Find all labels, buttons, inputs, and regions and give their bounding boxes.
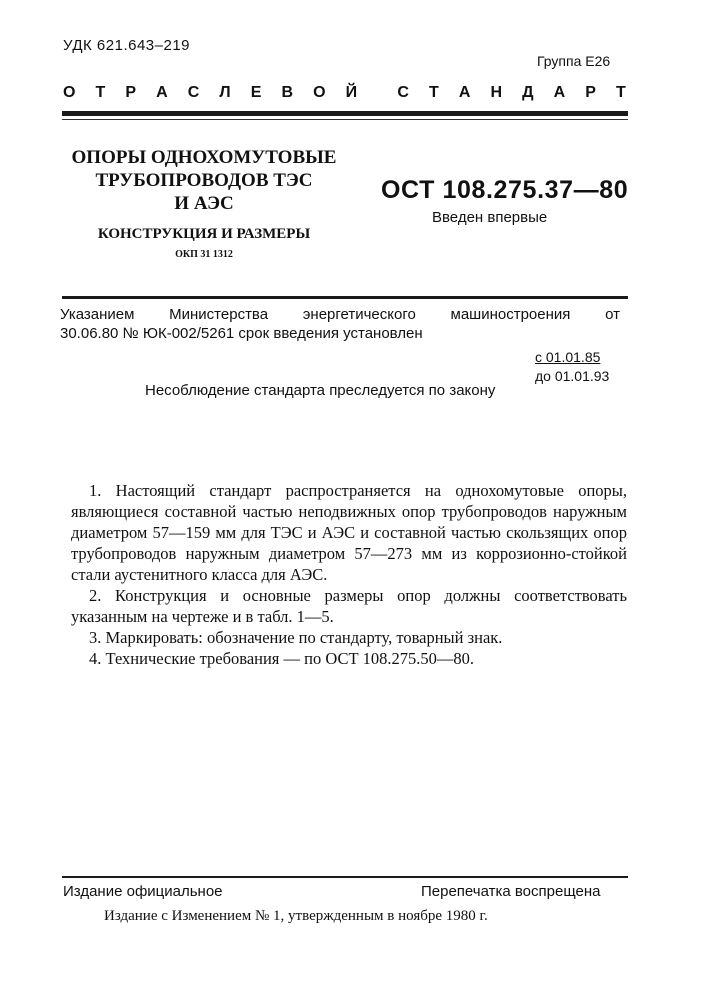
okp-code: ОКП 31 1312 xyxy=(175,249,233,260)
decree-word: Министерства xyxy=(169,306,269,323)
decree-word: энергетического xyxy=(302,306,416,323)
udk-code: УДК 621.643–219 xyxy=(63,37,191,54)
branch-heading-letter: А xyxy=(553,84,566,101)
branch-heading-letter: С xyxy=(187,84,200,101)
branch-heading-letter: С xyxy=(397,84,409,101)
standard-code: ОСТ 108.275.37—80 xyxy=(381,176,629,204)
branch-heading-letter: А xyxy=(458,84,471,101)
branch-heading-letter: О xyxy=(313,84,326,101)
top-rule-thin xyxy=(62,119,628,120)
decree-word: от xyxy=(605,306,620,323)
title-line-3: И АЭС xyxy=(174,193,234,214)
branch-standard-heading xyxy=(63,84,626,102)
branch-heading-letter: Р xyxy=(585,84,596,101)
top-rule-thick xyxy=(62,111,628,116)
branch-heading-letter: А xyxy=(156,84,168,101)
branch-heading-letter: Е xyxy=(250,84,262,101)
clause-1: 1. Настоящий стандарт распространяется на однохомутовые опоры, являющиеся составной частью неподвижных опор трубопроводов наружным диаметром 57—159 мм для ТЭС и АЭС и составной частью скользящих опор трубопроводов наружным диаметром 57—273 мм из коррозионно-стойкой стали аустенитного класса для АЭС. xyxy=(71,481,627,584)
decree-word: Указанием xyxy=(60,306,135,323)
branch-heading-letter: Д xyxy=(522,84,534,101)
branch-heading-letter: Т xyxy=(95,84,106,101)
clause-2: 2. Конструкция и основные размеры опор должны соответствовать указанным на чертеже и в табл. 1—5. xyxy=(71,586,627,626)
date-to: до 01.01.93 xyxy=(535,368,610,384)
branch-heading-letter: Й xyxy=(345,84,358,101)
branch-heading-letter: О xyxy=(63,84,76,101)
title-line-1: ОПОРЫ ОДНОХОМУТОВЫЕ xyxy=(71,147,337,168)
middle-rule xyxy=(62,296,628,299)
standard-body-text xyxy=(71,480,627,669)
decree-word: машиностроения xyxy=(450,306,571,323)
group-code: Группа Е26 xyxy=(537,53,611,69)
clause-3: 3. Маркировать: обозначение по стандарту, товарный знак. xyxy=(89,628,503,647)
official-edition-label: Издание официальное xyxy=(63,883,223,900)
date-from: с 01.01.85 xyxy=(535,349,601,365)
branch-heading-letter: Р xyxy=(125,84,137,101)
reprint-prohibited-label: Перепечатка воспрещена xyxy=(421,883,601,900)
branch-heading-letter: Н xyxy=(490,84,503,101)
bottom-rule xyxy=(62,876,628,878)
introduction-note: Введен впервые xyxy=(432,209,548,226)
decree-line-1 xyxy=(60,305,620,324)
title-line-2: ТРУБОПРОВОДОВ ТЭС xyxy=(95,170,313,191)
branch-heading-letter: Л xyxy=(219,84,231,101)
law-notice: Несоблюдение стандарта преследуется по закону xyxy=(145,382,496,399)
decree-block xyxy=(60,305,620,343)
branch-heading-letter: Т xyxy=(428,84,439,101)
branch-heading-letter: В xyxy=(281,84,294,101)
branch-heading-letter: Т xyxy=(615,84,626,101)
change-note: Издание с Изменением № 1, утвержденным в ноябре 1980 г. xyxy=(104,908,488,924)
title-subtitle: КОНСТРУКЦИЯ И РАЗМЕРЫ xyxy=(97,226,311,242)
document-title-block xyxy=(63,146,345,260)
clause-4: 4. Технические требования — по ОСТ 108.275.50—80. xyxy=(89,649,475,668)
validity-dates xyxy=(535,348,609,386)
decree-line-2: 30.06.80 № ЮК-002/5261 срок введения установлен xyxy=(60,325,423,342)
